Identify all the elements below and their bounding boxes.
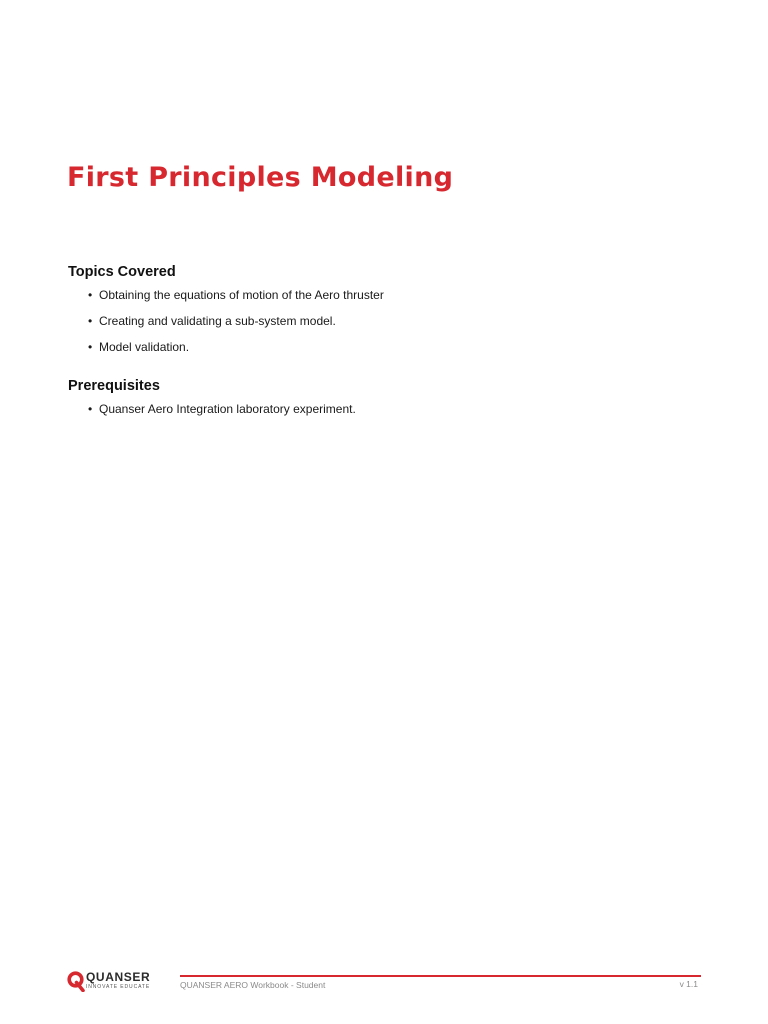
- topics-list: [68, 288, 384, 354]
- quanser-q-icon: [67, 970, 85, 992]
- list-item: [68, 314, 384, 328]
- prerequisites-heading: Prerequisites: [68, 378, 160, 394]
- prerequisites-section: [68, 378, 356, 416]
- list-item-text: Model validation.: [99, 340, 190, 354]
- topics-covered-section: [68, 264, 384, 354]
- logo-tagline: INNOVATE EDUCATE: [86, 984, 151, 990]
- list-item-text: Creating and validating a sub-system model.: [99, 314, 336, 328]
- list-item: [68, 288, 384, 302]
- list-item-text: Quanser Aero Integration laboratory experiment.: [99, 402, 356, 416]
- prerequisites-list: [68, 402, 356, 416]
- bullet-icon: •: [88, 288, 93, 302]
- quanser-logo: [67, 969, 157, 993]
- topics-covered-heading: Topics Covered: [68, 264, 176, 280]
- logo-wordmark: QUANSER: [86, 970, 151, 984]
- bullet-icon: •: [88, 314, 93, 328]
- footer-divider: [180, 975, 701, 977]
- list-item: [68, 340, 384, 354]
- list-item-text: Obtaining the equations of motion of the Aero thruster: [99, 288, 384, 302]
- bullet-icon: •: [88, 340, 93, 354]
- footer-document-title: QUANSER AERO Workbook - Student: [180, 980, 326, 990]
- footer-version: v 1.1: [679, 979, 698, 989]
- bullet-icon: •: [88, 402, 93, 416]
- list-item: [68, 402, 356, 416]
- page-title: First Principles Modeling: [67, 162, 454, 193]
